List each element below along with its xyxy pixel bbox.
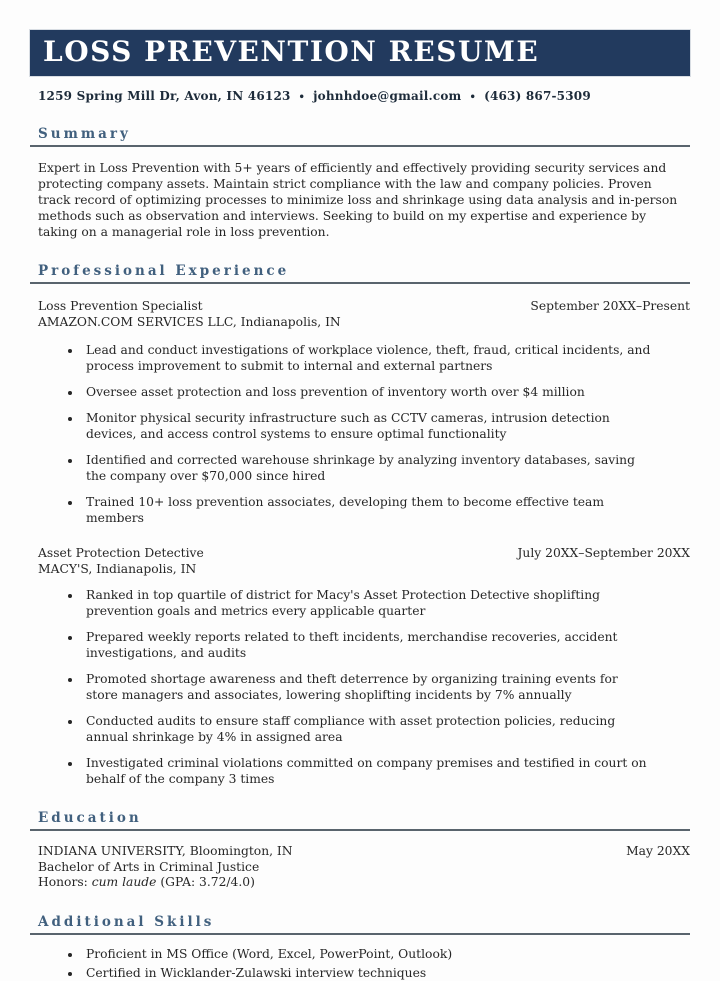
education-dates: May 20XX	[626, 844, 690, 859]
page-title: LOSS PREVENTION RESUME	[43, 35, 540, 68]
education-honors	[38, 875, 293, 891]
job-dates: September 20XX–Present	[530, 299, 690, 314]
job-header	[38, 546, 690, 577]
job-bullet: • Monitor physical security infrastructure such as CCTV cameras, intrusion detection devices, and access control systems to ensure optimal functionality	[82, 410, 652, 442]
education-section-heading: Education	[30, 810, 690, 831]
skill-bullet: • Certified in Wicklander-Zulawski interview techniques	[82, 965, 652, 981]
summary-text: Expert in Loss Prevention with 5+ years of efficiently and effectively providing security services and protecting company assets. Maintain strict compliance with the law and company policies. Proven track record of optimizing processes to minimize loss and shrinkage using data analysis and in-person methods such as observation and interviews. Seeking to build on my expertise and experience by taking on a managerial role in loss prevention.	[38, 161, 678, 240]
education-details	[38, 844, 293, 891]
contact-phone: (463) 867-5309	[484, 89, 591, 104]
job-title: Loss Prevention Specialist	[38, 299, 203, 314]
skill-bullet: • Proficient in MS Office (Word, Excel, PowerPoint, Outlook)	[82, 946, 652, 962]
job-bullet: • Ranked in top quartile of district for Macy's Asset Protection Detective shoplifting prevention goals and metrics every applicable quarter	[82, 587, 652, 619]
job-dates: July 20XX–September 20XX	[517, 546, 690, 561]
job-company: AMAZON.COM SERVICES LLC, Indianapolis, IN	[38, 314, 341, 329]
job-company: MACY'S, Indianapolis, IN	[38, 561, 197, 576]
contact-address: 1259 Spring Mill Dr, Avon, IN 46123	[38, 89, 291, 104]
contact-separator-dot: •	[469, 92, 477, 104]
skills-section-heading: Additional Skills	[30, 914, 690, 935]
skills-bullet-list	[30, 946, 690, 981]
experience-section-heading: Professional Experience	[30, 263, 690, 284]
contact-line	[38, 89, 690, 103]
education-degree: Bachelor of Arts in Criminal Justice	[38, 859, 260, 874]
contact-separator-dot: •	[298, 92, 306, 104]
job-bullet: • Prepared weekly reports related to theft incidents, merchandise recoveries, accident investigations, and audits	[82, 629, 652, 661]
job-bullet: • Identified and corrected warehouse shrinkage by analyzing inventory databases, saving the company over $70,000 since hired	[82, 452, 652, 484]
job-bullet: • Conducted audits to ensure staff compliance with asset protection policies, reducing annual shrinkage by 4% in assigned area	[82, 713, 652, 745]
education-honors-latin: cum laude	[91, 875, 157, 890]
job-title-block	[38, 299, 341, 330]
education-honors-gpa: (GPA: 3.72/4.0)	[156, 875, 255, 890]
job-bullet: • Oversee asset protection and loss prevention of inventory worth over $4 million	[82, 384, 652, 400]
education-block	[38, 844, 690, 891]
job-title-block	[38, 546, 204, 577]
contact-email: johnhdoe@gmail.com	[313, 89, 462, 104]
title-band	[30, 30, 690, 76]
job-bullet: • Promoted shortage awareness and theft deterrence by organizing training events for store managers and associates, lowering shoplifting incidents by 7% annually	[82, 671, 652, 703]
job-bullet: • Trained 10+ loss prevention associates, developing them to become effective team members	[82, 494, 652, 526]
job-header	[38, 299, 690, 330]
education-honors-prefix: Honors:	[38, 875, 92, 890]
summary-section-heading: Summary	[30, 126, 690, 147]
job-bullet: • Investigated criminal violations committed on company premises and testified in court on behalf of the company 3 times	[82, 755, 652, 787]
job-bullet-list	[30, 342, 690, 526]
job-title: Asset Protection Detective	[38, 546, 204, 561]
job-bullet: • Lead and conduct investigations of workplace violence, theft, fraud, critical incidents, and process improvement to submit to internal and external partners	[82, 342, 652, 374]
job-bullet-list	[30, 587, 690, 787]
education-school: INDIANA UNIVERSITY, Bloomington, IN	[38, 844, 293, 859]
